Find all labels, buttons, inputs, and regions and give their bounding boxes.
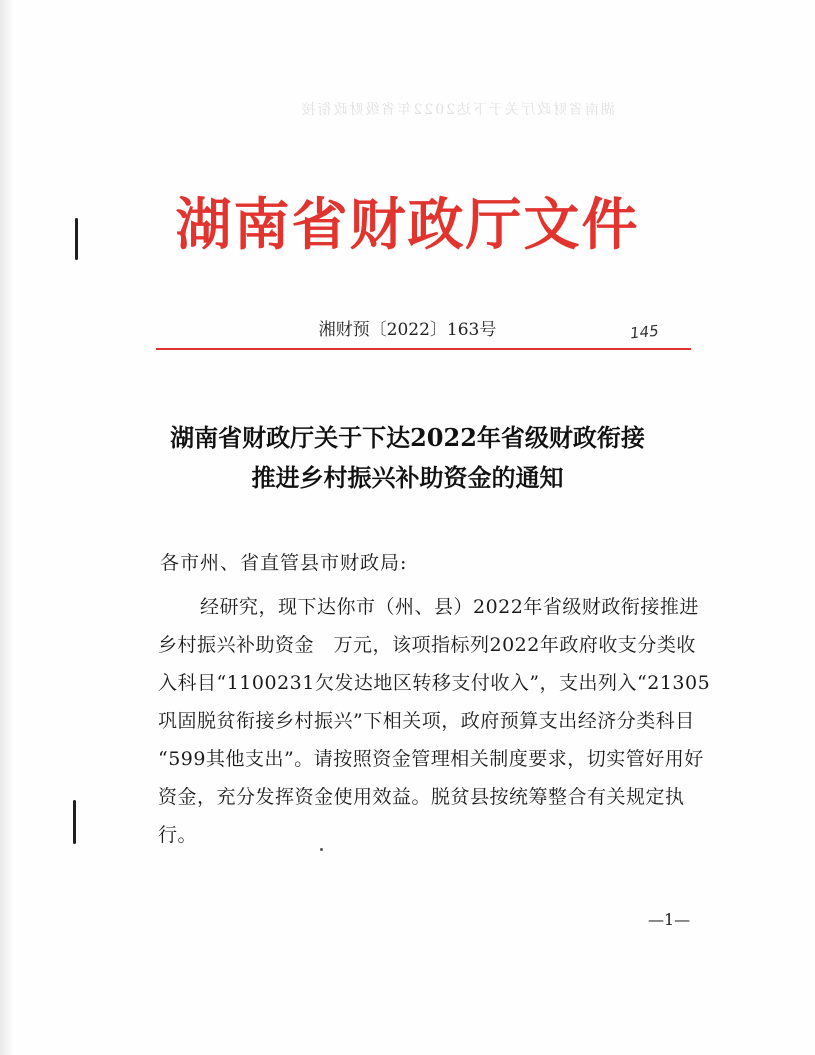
page-number: —1— bbox=[648, 910, 691, 929]
red-divider-line bbox=[156, 348, 691, 350]
notice-title-line: 推进乡村振兴补助资金的通知 bbox=[251, 463, 564, 492]
binding-mark bbox=[73, 800, 76, 844]
show-through-text: 湖南省财政厅关于下达2022年省级财政衔接 bbox=[299, 102, 615, 118]
addressee: 各市州、省直管县市财政局: bbox=[160, 552, 408, 574]
body-line: 入科目“1100231欠发达地区转移支付收入”，支出列入“21305 bbox=[158, 672, 711, 694]
body-line: 乡村振兴补助资金 万元，该项指标列2022年政府收支分类收 bbox=[158, 634, 696, 656]
body-line: “599其他支出”。请按照资金管理相关制度要求，切实管好用好 bbox=[158, 748, 704, 770]
body-line: 巩固脱贫衔接乡村振兴”下相关项，政府预算支出经济分类科目 bbox=[158, 710, 695, 732]
body-paragraph bbox=[158, 588, 711, 854]
body-line: 资金，充分发挥资金使用效益。脱贫县按统筹整合有关规定执 bbox=[158, 786, 685, 808]
document-header-title: 湖南省财政厅文件 bbox=[175, 192, 640, 258]
document-number: 湘财预〔2022〕163号 bbox=[318, 320, 497, 340]
handwritten-annotation: 145 bbox=[629, 321, 660, 343]
notice-title-line: 湖南省财政厅关于下达2022年省级财政衔接 bbox=[170, 423, 645, 452]
scan-speck bbox=[320, 848, 323, 851]
scan-edge-shadow bbox=[0, 0, 14, 1055]
notice-title bbox=[0, 418, 815, 498]
body-line: 行。 bbox=[158, 824, 198, 846]
body-line: 经研究，现下达你市（州、县）2022年省级财政衔接推进 bbox=[200, 596, 699, 618]
